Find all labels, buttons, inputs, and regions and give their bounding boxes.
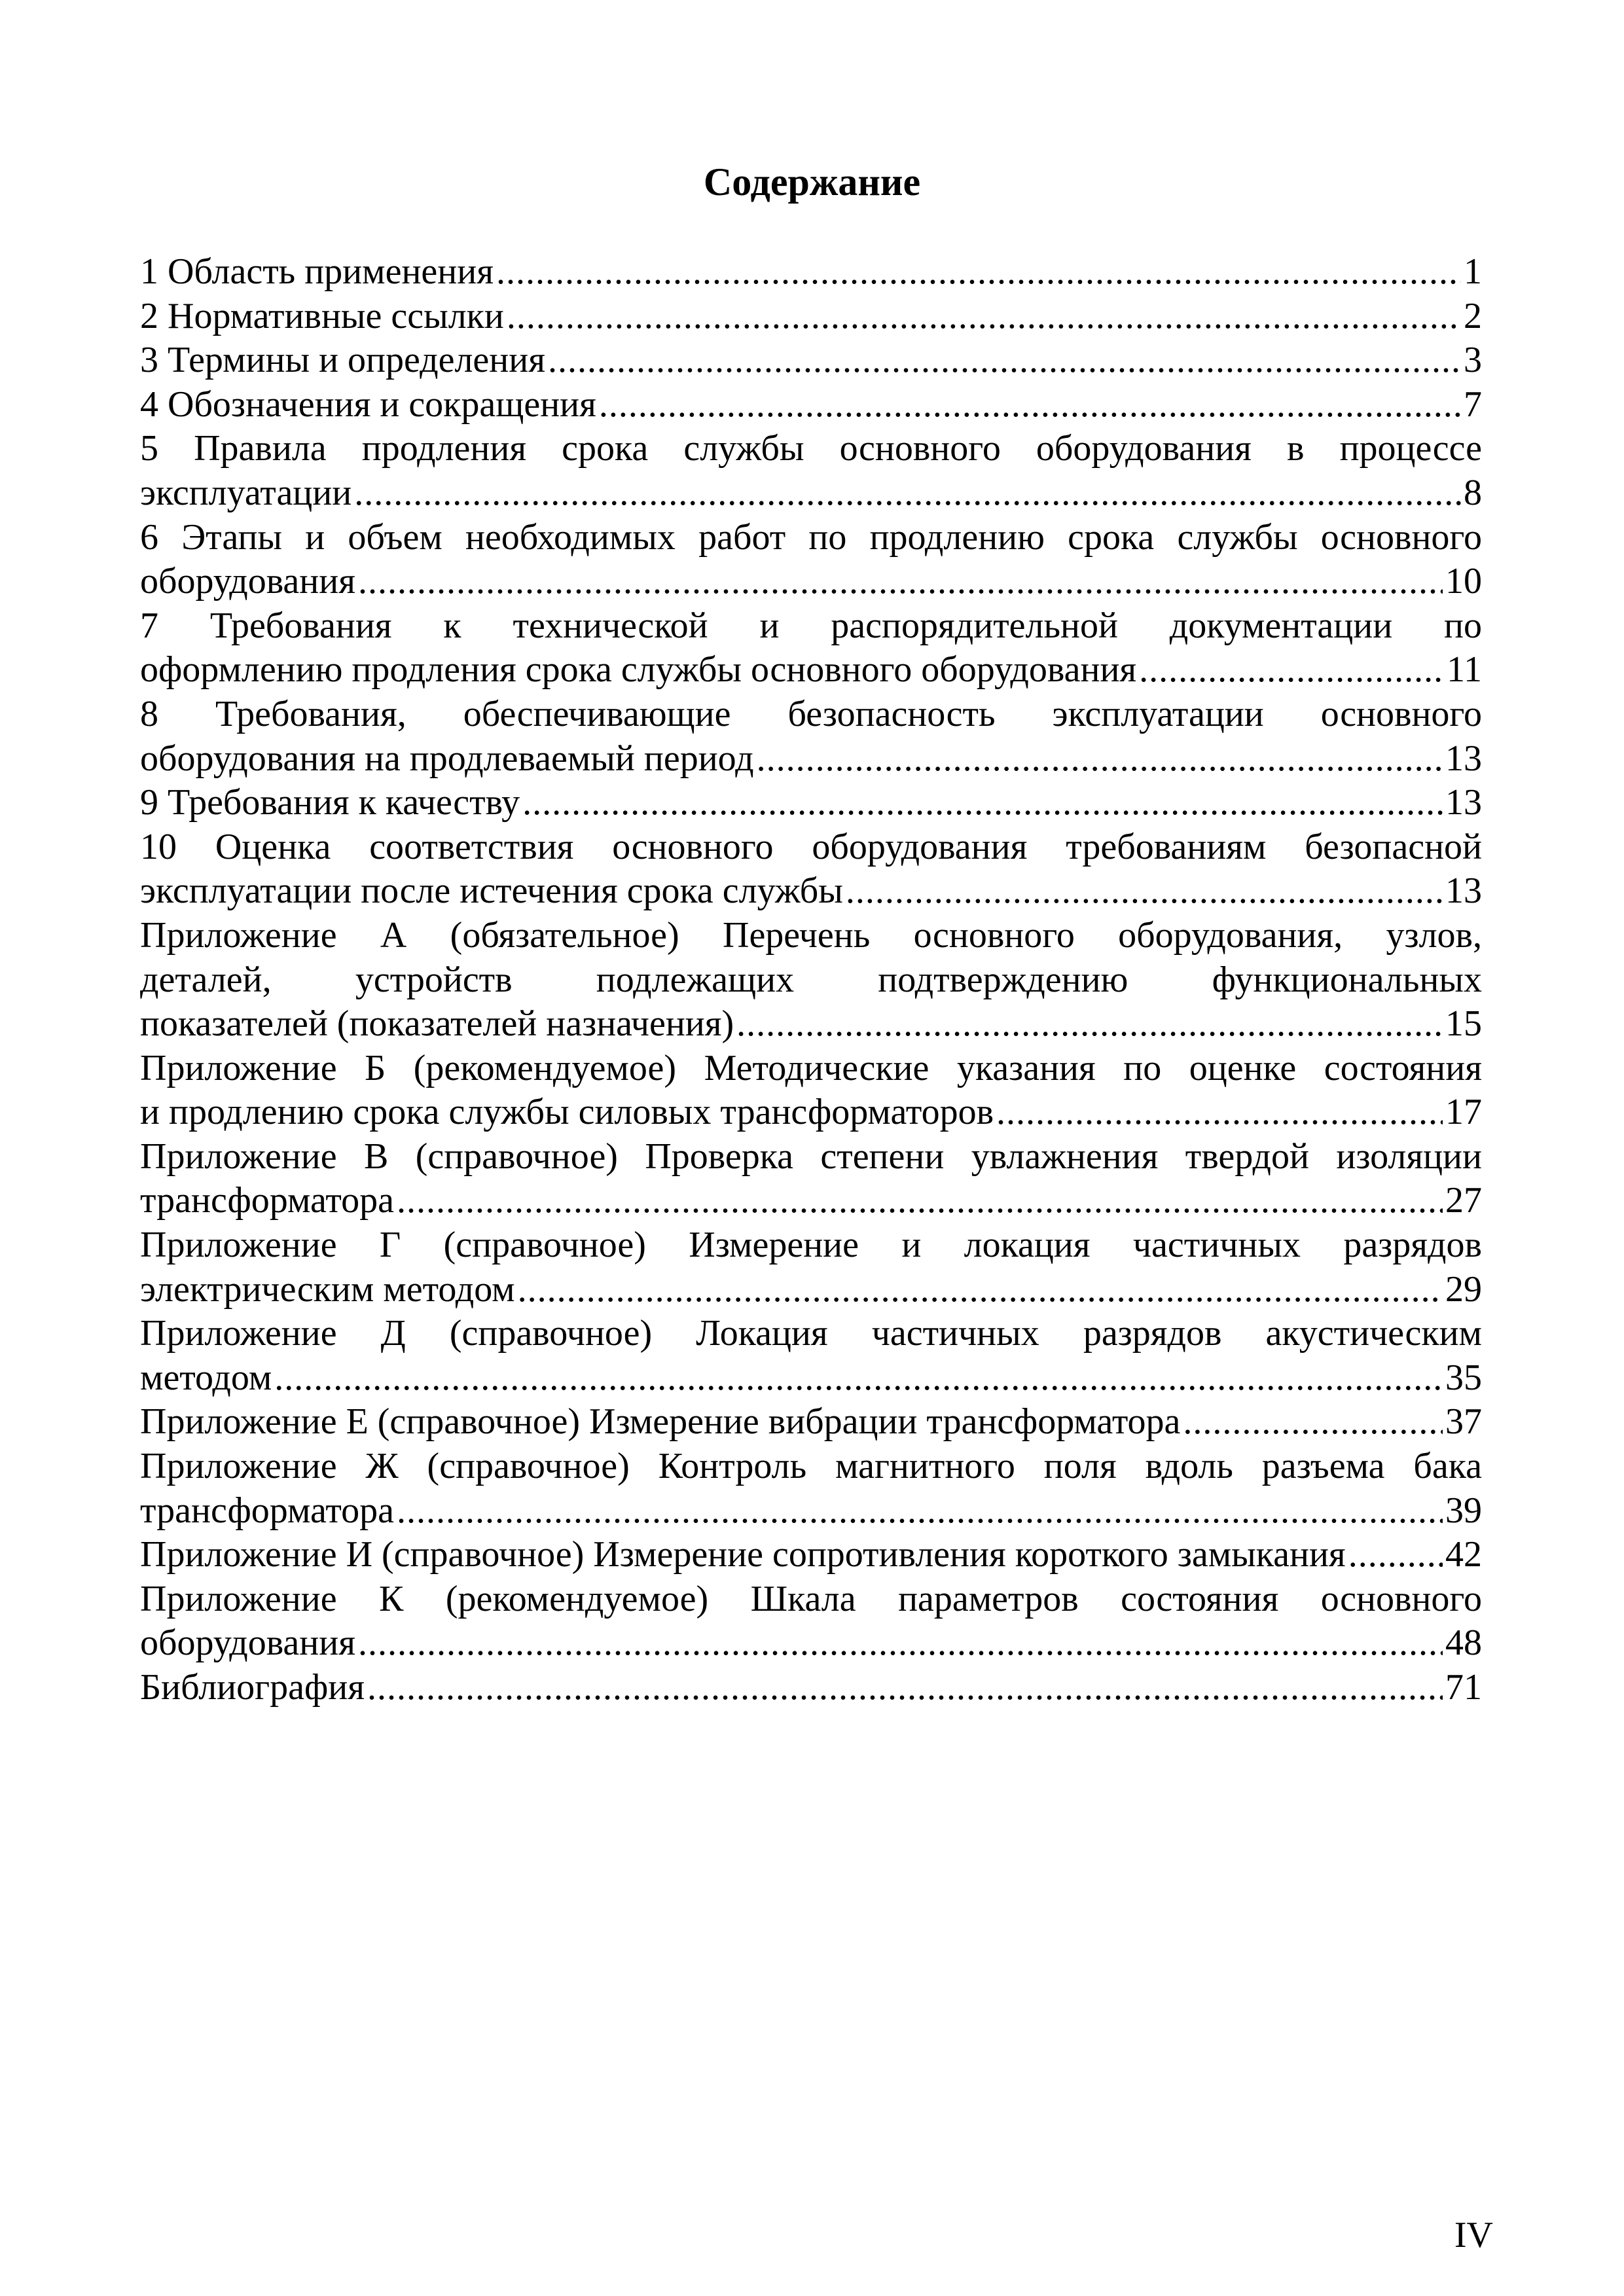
toc-entry-page: 35 (1445, 1357, 1482, 1398)
toc-entry (140, 1400, 1482, 1444)
toc-entry (140, 781, 1482, 825)
toc-entry-page: 2 (1464, 295, 1482, 336)
toc-entry-line: 6 Этапы и объем необходимых работ по продлению срока службы основного (140, 516, 1482, 558)
toc-entry-line: деталей, устройств подлежащих подтверждению функциональных (140, 959, 1482, 1000)
toc-entry-page: 13 (1445, 870, 1482, 912)
toc-entry-last-line (140, 1533, 1482, 1577)
toc-entry-last-line (140, 1002, 1482, 1047)
dot-leader (1139, 648, 1444, 692)
toc-entry-title: оформлению продления срока службы основного оборудования (140, 649, 1137, 691)
toc-entry-line: 8 Требования, обеспечивающие безопасность эксплуатации основного (140, 693, 1482, 734)
toc-entry-page: 17 (1445, 1092, 1482, 1133)
toc-entry-title: Библиография (140, 1667, 365, 1708)
toc-entry (140, 1666, 1482, 1710)
toc-entry-line: Приложение А (обязательное) Перечень основного оборудования, узлов, (140, 914, 1482, 956)
toc-entry-last-line (140, 338, 1482, 383)
toc-entry-last-line (140, 1666, 1482, 1710)
toc-entry-last-line (140, 250, 1482, 295)
toc-entry (140, 1577, 1482, 1666)
dot-leader (496, 250, 1461, 295)
toc-entry-title: Приложение Е (справочное) Измерение вибрации трансформатора (140, 1401, 1181, 1443)
dot-leader (358, 560, 1443, 604)
toc-entry-last-line (140, 471, 1482, 516)
dot-leader (846, 869, 1443, 914)
toc-entry-last-line (140, 1489, 1482, 1534)
toc-entry-last-line (140, 1356, 1482, 1401)
toc-entry-line: 7 Требования к технической и распорядительной документации по (140, 605, 1482, 646)
toc-entry (140, 516, 1482, 604)
toc-entry-line: Приложение К (рекомендуемое) Шкала параметров состояния основного (140, 1578, 1482, 1619)
toc-entry (140, 338, 1482, 383)
toc-entry-page: 8 (1464, 472, 1482, 513)
toc-entry-title: 1 Область применения (140, 251, 494, 292)
dot-leader (1348, 1533, 1443, 1577)
toc-entry-last-line (140, 869, 1482, 914)
toc-entry-title: трансформатора (140, 1180, 395, 1221)
toc-entry-last-line (140, 1621, 1482, 1666)
toc-entry-title: эксплуатации после истечения срока службы (140, 870, 843, 912)
toc-entry-last-line (140, 1400, 1482, 1444)
toc-entry (140, 250, 1482, 295)
toc-entry-title: методом (140, 1357, 272, 1398)
dot-leader (548, 338, 1461, 383)
toc-entry-page: 39 (1445, 1490, 1482, 1531)
dot-leader (996, 1090, 1443, 1135)
toc-entry-line: Приложение Д (справочное) Локация частичных разрядов акустическим (140, 1313, 1482, 1354)
toc-entry-title: показателей (показателей назначения) (140, 1003, 734, 1045)
toc-entry-page: 13 (1445, 782, 1482, 823)
toc-entry-last-line (140, 1268, 1482, 1312)
toc-entry-last-line (140, 781, 1482, 825)
toc-entry-page: 48 (1445, 1623, 1482, 1664)
dot-leader (367, 1666, 1443, 1710)
toc-entry-page: 37 (1445, 1401, 1482, 1443)
toc-entry-page: 13 (1445, 738, 1482, 779)
toc-entry (140, 427, 1482, 515)
toc-entry-last-line (140, 1179, 1482, 1223)
toc-entry-page: 15 (1445, 1003, 1482, 1045)
toc-entry (140, 383, 1482, 427)
toc-entry-page: 27 (1445, 1180, 1482, 1221)
toc-entry-line: Приложение Б (рекомендуемое) Методические указания по оценке состояния (140, 1047, 1482, 1088)
table-of-contents (140, 250, 1482, 1710)
toc-entry-page: 29 (1445, 1268, 1482, 1310)
dot-leader (599, 383, 1461, 427)
toc-entry-title: Приложение И (справочное) Измерение сопротивления короткого замыкания (140, 1534, 1346, 1575)
toc-entry-title: оборудования (140, 1623, 355, 1664)
toc-entry-last-line (140, 648, 1482, 692)
toc-entry (140, 604, 1482, 692)
toc-entry-title: 3 Термины и определения (140, 340, 545, 381)
toc-entry-title: 9 Требования к качеству (140, 782, 520, 823)
dot-leader (1183, 1400, 1443, 1444)
toc-entry-page: 71 (1445, 1667, 1482, 1708)
dot-leader (507, 295, 1461, 339)
toc-entry-title: оборудования на продлеваемый период (140, 738, 754, 779)
toc-entry-title: 2 Нормативные ссылки (140, 295, 504, 336)
toc-entry-title: оборудования (140, 561, 355, 602)
toc-entry-line: 10 Оценка соответствия основного оборудования требованиям безопасной (140, 826, 1482, 867)
toc-entry (140, 1444, 1482, 1533)
toc-entry-last-line (140, 737, 1482, 781)
toc-entry-line: Приложение В (справочное) Проверка степени увлажнения твердой изоляции (140, 1136, 1482, 1177)
page-number: IV (1454, 2215, 1493, 2255)
dot-leader (757, 737, 1443, 781)
dot-leader (358, 1621, 1443, 1666)
dot-leader (354, 471, 1461, 516)
toc-entry-line: Приложение Г (справочное) Измерение и локация частичных разрядов (140, 1225, 1482, 1266)
dot-leader (736, 1002, 1443, 1047)
toc-entry-title: 4 Обозначения и сокращения (140, 384, 596, 425)
dot-leader (518, 1268, 1443, 1312)
toc-entry-last-line (140, 383, 1482, 427)
toc-entry (140, 692, 1482, 781)
toc-entry (140, 1047, 1482, 1135)
toc-entry-last-line (140, 560, 1482, 604)
toc-entry-page: 42 (1445, 1534, 1482, 1575)
dot-leader (274, 1356, 1443, 1401)
toc-entry-line: 5 Правила продления срока службы основного оборудования в процессе (140, 428, 1482, 469)
toc-entry (140, 1135, 1482, 1223)
dot-leader (522, 781, 1443, 825)
toc-entry-page: 10 (1445, 561, 1482, 602)
toc-entry-title: эксплуатации (140, 472, 352, 513)
toc-entry-page: 7 (1464, 384, 1482, 425)
page-title: Содержание (703, 160, 921, 204)
toc-entry (140, 1312, 1482, 1400)
dot-leader (397, 1179, 1443, 1223)
toc-entry-title: электрическим методом (140, 1268, 515, 1310)
toc-entry (140, 825, 1482, 914)
dot-leader (397, 1489, 1443, 1534)
toc-entry-last-line (140, 1090, 1482, 1135)
toc-entry (140, 295, 1482, 339)
toc-entry-title: трансформатора (140, 1490, 395, 1531)
toc-entry-page: 11 (1447, 649, 1482, 691)
toc-entry-last-line (140, 295, 1482, 339)
toc-entry-page: 3 (1464, 340, 1482, 381)
toc-entry (140, 1223, 1482, 1312)
toc-entry-line: Приложение Ж (справочное) Контроль магнитного поля вдоль разъема бака (140, 1446, 1482, 1487)
toc-entry-page: 1 (1464, 251, 1482, 292)
toc-entry (140, 1533, 1482, 1577)
toc-entry (140, 914, 1482, 1047)
toc-entry-title: и продлению срока службы силовых трансформаторов (140, 1092, 994, 1133)
